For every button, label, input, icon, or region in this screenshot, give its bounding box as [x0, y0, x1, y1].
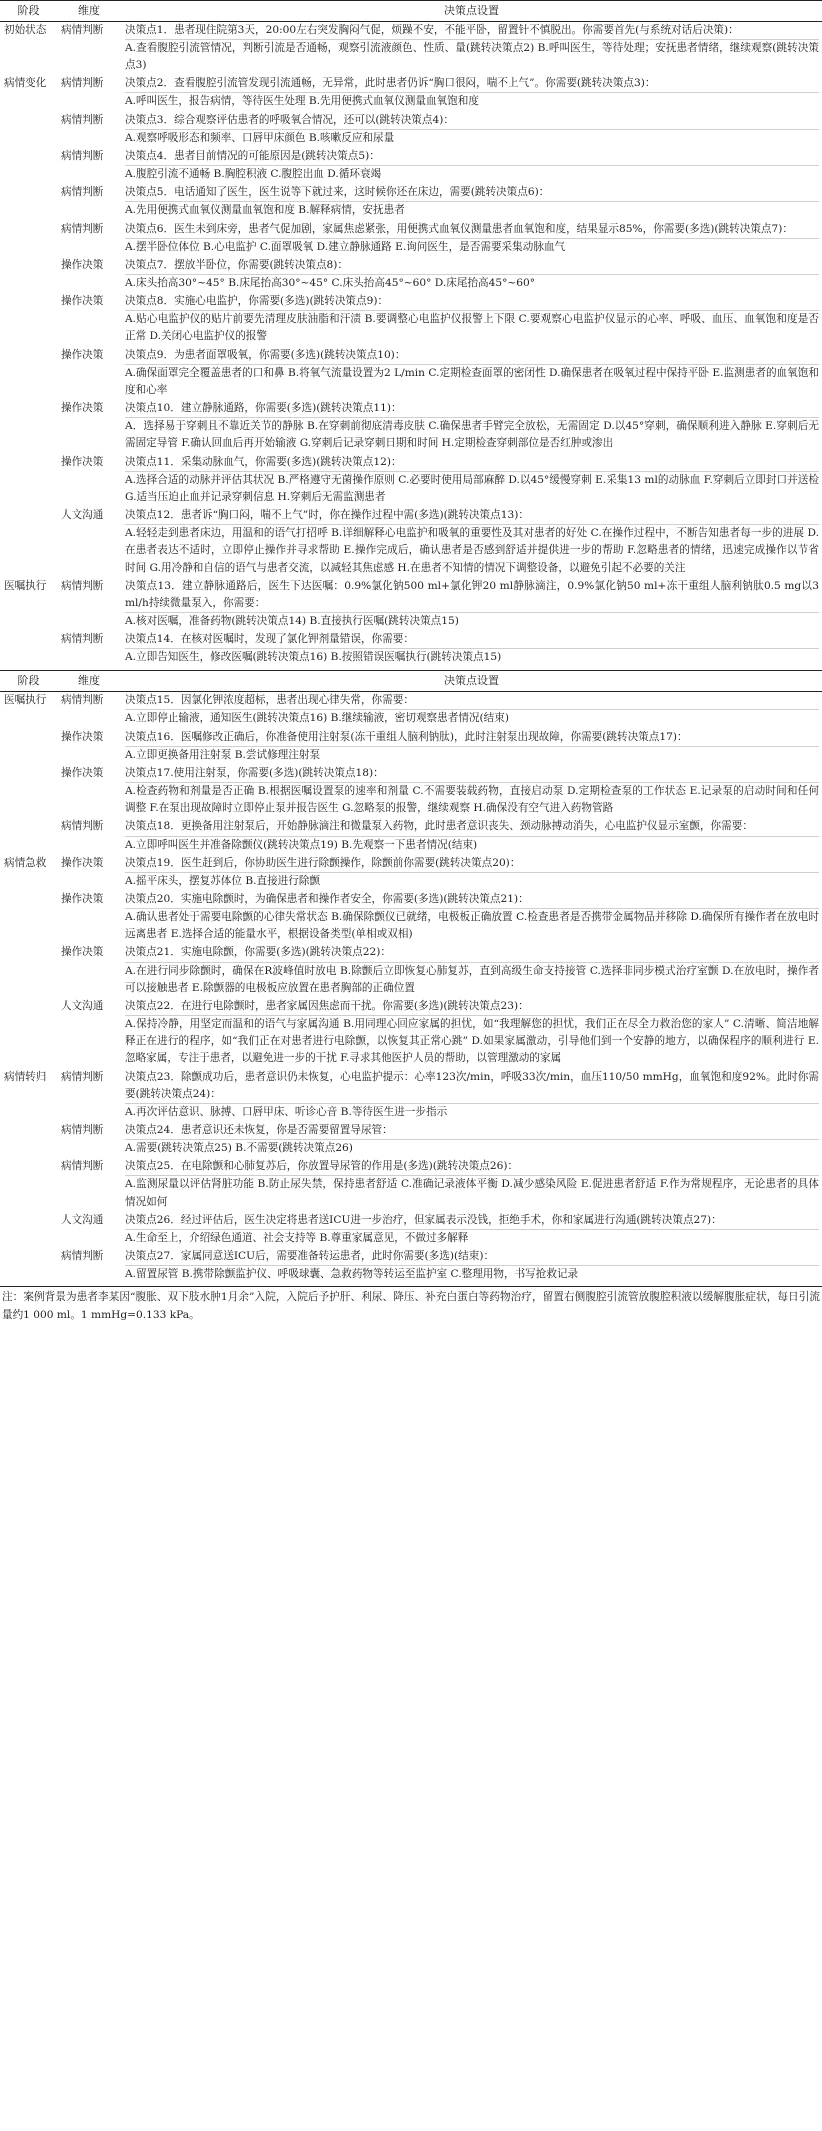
table-row	[0, 944, 822, 997]
decision-cell	[121, 257, 822, 293]
decision-options: A.立即告知医生，修改医嘱(跳转决策点16) B.按照错误医嘱执行(跳转决策点15)	[125, 648, 819, 666]
decision-question: 决策点5．电话通知了医生，医生说等下就过来，这时候你还在床边，需要(跳转决策点6)：	[125, 186, 550, 199]
table-row	[0, 891, 822, 944]
table-row	[0, 293, 822, 346]
decision-options: A.观察呼吸形态和频率、口唇甲床颜色 B.咳嗽反应和尿量	[125, 129, 819, 147]
dimension-cell: 操作决策	[61, 402, 104, 415]
decision-question: 决策点21．实施电除颤，你需要(多选)(跳转决策点22)：	[125, 946, 391, 959]
dimension-cell: 病情判断	[61, 1160, 104, 1173]
table-row	[0, 1248, 822, 1287]
stage-cell	[0, 765, 57, 818]
decision-options: A.腹腔引流不通畅 B.胸腔积液 C.腹腔出血 D.循环衰竭	[125, 165, 819, 183]
dimension-cell: 病情判断	[61, 1124, 104, 1136]
table-row	[0, 347, 822, 400]
table-row	[0, 221, 822, 257]
dimension-cell: 病情判断	[61, 820, 104, 833]
table-row	[0, 855, 822, 891]
dimension-cell: 人文沟通	[61, 1213, 104, 1226]
table-row	[0, 818, 822, 854]
table-row	[0, 1069, 822, 1122]
stage-cell	[0, 729, 57, 765]
dimension-cell: 操作决策	[61, 455, 104, 468]
stage-cell: 医嘱执行	[4, 579, 47, 592]
decision-table-part-1	[0, 0, 822, 667]
decision-options: A.确认患者处于需要电除颤的心律失常状态 B.确保除颤仪已就绪，电极板正确放置 C.检查患者是否携带金属物品并移除 D.确保所有操作者在放电时远离患者 E.选择合适的能量水平，根据设备类型(单相或双相)	[125, 908, 819, 943]
table-row	[0, 400, 822, 453]
decision-question: 决策点27．家属同意送ICU后，需要准备转运患者，此时你需要(多选)(结束)：	[125, 1250, 495, 1263]
decision-question: 决策点1．患者现住院第3天，20:00左右突发胸闷气促，烦躁不安，不能平卧，留置针不慎脱出。你需要首先(与系统对话后决策)：	[125, 23, 739, 36]
stage-cell	[0, 944, 57, 997]
decision-question: 决策点15．因氯化钾浓度超标，患者出现心律失常，你需要：	[125, 694, 414, 707]
stage-cell	[0, 293, 57, 346]
decision-cell	[121, 112, 822, 148]
stage-cell	[0, 507, 57, 578]
decision-question: 决策点25．在电除颤和心肺复苏后，你放置导尿管的作用是(多选)(跳转决策点26)：	[125, 1160, 519, 1173]
decision-cell	[121, 75, 822, 111]
header-dimension: 维度	[57, 1, 121, 22]
decision-question: 决策点18．更换备用注射泵后，开始静脉滴注和微量泵入药物，此时患者意识丧失、颈动脉搏动消失，心电监护仪显示室颤，你需要：	[125, 820, 753, 833]
decision-options: A.保持冷静，用坚定而温和的语气与家属沟通 B.用同理心回应家属的担忧，如“我理解您的担忧，我们正在尽全力救治您的家人” C.清晰、简洁地解释正在进行的程序，如“我们正在对患者进行电除颤，以恢复其正常心跳” D.如果家属激动，引导他们到一个安静的地方，以确保程序的顺利进行 E.忽略家属，专注于患者，以避免进一步的干扰 F.寻求其他医护人员的帮助，以管理激动的家属	[125, 1015, 819, 1067]
decision-cell	[121, 400, 822, 453]
decision-cell	[121, 818, 822, 854]
table-row	[0, 1212, 822, 1248]
stage-cell	[0, 891, 57, 944]
decision-cell	[121, 998, 822, 1069]
decision-question: 决策点23．除颤成功后，患者意识仍未恢复，心电监护提示：心率123次/min，呼吸33次/min，血压110/50 mmHg，血氧饱和度92%。此时你需要(跳转决策点24)：	[125, 1070, 819, 1100]
decision-cell	[121, 1122, 822, 1158]
table-row	[0, 631, 822, 667]
dimension-cell: 病情判断	[61, 23, 104, 36]
table-header-row	[0, 671, 822, 692]
stage-cell	[0, 257, 57, 293]
dimension-cell: 操作决策	[61, 856, 104, 869]
decision-cell	[121, 1069, 822, 1122]
stage-cell	[0, 1158, 57, 1211]
decision-cell	[121, 1158, 822, 1211]
table-row	[0, 692, 822, 729]
decision-options: A.先用便携式血氧仪测量血氧饱和度 B.解释病情，安抚患者	[125, 201, 819, 219]
table-row	[0, 148, 822, 184]
decision-options: A.摆半卧位体位 B.心电监护 C.面罩吸氧 D.建立静脉通路 E.询问医生，是否需要采集动脉血气	[125, 238, 819, 256]
header-setting: 决策点设置	[121, 1, 822, 22]
decision-question: 决策点20．实施电除颤时，为确保患者和操作者安全，你需要(多选)(跳转决策点21)：	[125, 892, 529, 905]
decision-options: A.床头抬高30°~45° B.床尾抬高30°~45° C.床头抬高45°~60° D.床尾抬高45°~60°	[125, 274, 819, 292]
decision-options: A.立即呼叫医生并准备除颤仪(跳转决策点19) B.先观察一下患者情况(结束)	[125, 836, 819, 854]
dimension-cell: 病情判断	[61, 579, 104, 592]
decision-options: A.贴心电监护仪的贴片前要先清理皮肤油脂和汗渍 B.要调整心电监护仪报警上下限 C.要观察心电监护仪显示的心率、呼吸、血压、血氧饱和度是否正常 D.关闭心电监护仪的报警	[125, 310, 819, 345]
decision-options: A.确保面罩完全覆盖患者的口和鼻 B.将氧气流量设置为2 L/min C.定期检查面罩的密闭性 D.确保患者在吸氧过程中保持平卧 E.监测患者的血氧饱和度和心率	[125, 364, 819, 399]
dimension-cell: 操作决策	[61, 295, 104, 308]
decision-question: 决策点3．综合观察评估患者的呼吸氧合情况，还可以(跳转决策点4)：	[125, 113, 454, 126]
stage-cell	[0, 818, 57, 854]
table-row	[0, 1158, 822, 1211]
stage-cell	[0, 1122, 57, 1158]
decision-question: 决策点14．在核对医嘱时，发现了氯化钾剂量错误，你需要：	[125, 633, 414, 646]
decision-options: A.需要(跳转决策点25) B.不需要(跳转决策点26)	[125, 1139, 819, 1157]
stage-cell	[0, 1248, 57, 1287]
decision-question: 决策点13．建立静脉通路后，医生下达医嘱：0.9%氯化钠500 ml+氯化钾20 ml静脉滴注，0.9%氯化钠50 ml+冻干重组人脑利钠肽0.5 mg以3 ml/h持续微量泵入，你需要：	[125, 579, 819, 609]
decision-cell	[121, 507, 822, 578]
decision-cell	[121, 21, 822, 75]
decision-question: 决策点16．医嘱修改正确后，你准备使用注射泵(冻干重组人脑利钠肽)，此时注射泵出现故障，你需要(跳转决策点17)：	[125, 730, 688, 743]
decision-options: A.检查药物和剂量是否正确 B.根据医嘱设置泵的速率和剂量 C.不需要装载药物，直接启动泵 D.定期检查泵的工作状态 E.记录泵的启动时间和任何调整 F.在泵出现故障时立即停止泵并报告医生 G.忽略泵的报警，继续观察 H.确保没有空气进入药物管路	[125, 782, 819, 817]
dimension-cell: 病情判断	[61, 149, 104, 162]
stage-cell	[0, 454, 57, 507]
table-row	[0, 454, 822, 507]
decision-question: 决策点17.使用注射泵，你需要(多选)(跳转决策点18)：	[125, 766, 384, 779]
decision-question: 决策点19．医生赶到后，你协助医生进行除颤操作，除颤前你需要(跳转决策点20)：	[125, 856, 521, 869]
table-row	[0, 112, 822, 148]
decision-question: 决策点6．医生未到床旁，患者气促加剧，家属焦虑紧张，用便携式血氧仪测量患者血氧饱和度，结果显示85%，你需要(多选)(跳转决策点7)：	[125, 222, 793, 235]
stage-cell	[0, 1212, 57, 1248]
table-body-part-1	[0, 21, 822, 667]
dimension-cell: 病情判断	[61, 633, 104, 646]
decision-options: A.呼叫医生，报告病情，等待医生处理 B.先用便携式血氧仪测量血氧饱和度	[125, 92, 819, 110]
decision-cell	[121, 454, 822, 507]
stage-cell: 病情急救	[4, 856, 47, 869]
table-row	[0, 998, 822, 1069]
stage-cell	[0, 112, 57, 148]
dimension-cell: 操作决策	[61, 730, 104, 743]
table-row	[0, 184, 822, 220]
decision-question: 决策点12．患者诉“胸口闷，喘不上气”时，你在操作过程中需(多选)(跳转决策点13)：	[125, 509, 529, 522]
stage-cell	[0, 184, 57, 220]
stage-cell: 病情转归	[4, 1070, 47, 1083]
dimension-cell: 病情判断	[61, 694, 104, 707]
table-row	[0, 729, 822, 765]
table-row	[0, 21, 822, 75]
decision-question: 决策点7．摆放半卧位，你需要(跳转决策点8)：	[125, 258, 349, 271]
decision-cell	[121, 1212, 822, 1248]
decision-cell	[121, 891, 822, 944]
decision-question: 决策点9．为患者面罩吸氧，你需要(多选)(跳转决策点10)：	[125, 348, 406, 361]
stage-cell	[0, 400, 57, 453]
decision-cell	[121, 578, 822, 631]
dimension-cell: 操作决策	[61, 258, 104, 271]
decision-options: A．选择易于穿刺且不靠近关节的静脉 B.在穿刺前彻底清毒皮肤 C.确保患者手臂完全放松，无需固定 D.以45°穿刺，确保顺利进入静脉 E.穿刺后无需固定导管 F.确认回血后再开始输液 G.穿刺后记录穿刺日期和时间 H.定期检查穿刺部位是否红肿或渗出	[125, 417, 819, 452]
decision-options: A.监测尿量以评估肾脏功能 B.防止尿失禁，保持患者舒适 C.准确记录液体平衡 D.减少感染风险 E.促进患者舒适 F.作为常规程序，无论患者的具体情况如何	[125, 1175, 819, 1210]
header-setting: 决策点设置	[121, 671, 822, 692]
decision-options: A.再次评估意识、脉搏、口唇甲床、听诊心音 B.等待医生进一步指示	[125, 1103, 819, 1121]
decision-cell	[121, 221, 822, 257]
stage-cell: 初始状态	[4, 23, 47, 36]
dimension-cell: 人文沟通	[61, 999, 104, 1012]
decision-options: A.立即更换备用注射泵 B.尝试修理注射泵	[125, 746, 819, 764]
decision-cell	[121, 184, 822, 220]
table-row	[0, 75, 822, 111]
table-row	[0, 765, 822, 818]
dimension-cell: 操作决策	[61, 946, 104, 959]
dimension-cell: 病情判断	[61, 186, 104, 199]
decision-options: A.立即停止输液，通知医生(跳转决策点16) B.继续输液，密切观察患者情况(结束)	[125, 709, 819, 727]
decision-question: 决策点4．患者目前情况的可能原因是(跳转决策点5)：	[125, 149, 380, 162]
header-stage: 阶段	[0, 1, 57, 22]
decision-options: A.轻轻走到患者床边，用温和的语气打招呼 B.详细解释心电监护和吸氧的重要性及其对患者的好处 C.在操作过程中，不断告知患者每一步的进展 D.在患者表达不适时，立即停止操作并寻求帮助 E.操作完成后，确认患者是否感到舒适并提供进一步的帮助 F.忽略患者的情绪，迅速完成操作以节省时间 G.用冷静和自信的语气与患者交流，以减轻其焦虑感 H.在患者不知情的情况下调整设备，以避免引起不必要的关注	[125, 524, 819, 576]
decision-options: A.选择合适的动脉并评估其状况 B.严格遵守无菌操作原则 C.必要时使用局部麻醉 D.以45°缓慢穿刺 E.采集13 ml的动脉血 F.穿刺后立即封口并送检 G.适当压迫止血并记录穿刺信息 H.穿刺后无需监测患者	[125, 471, 819, 506]
decision-cell	[121, 765, 822, 818]
decision-cell	[121, 692, 822, 729]
decision-options: A.核对医嘱，准备药物(跳转决策点14) B.直接执行医嘱(跳转决策点15)	[125, 612, 819, 630]
stage-cell	[0, 347, 57, 400]
stage-cell: 医嘱执行	[4, 694, 47, 707]
decision-question: 决策点10．建立静脉通路，你需要(多选)(跳转决策点11)：	[125, 402, 402, 415]
decision-question: 决策点8．实施心电监护，你需要(多选)(跳转决策点9)：	[125, 295, 389, 308]
decision-cell	[121, 347, 822, 400]
dimension-cell: 操作决策	[61, 766, 104, 779]
dimension-cell: 病情判断	[57, 1248, 121, 1287]
decision-question: 决策点24．患者意识还未恢复，你是否需要留置导尿管：	[125, 1124, 393, 1136]
decision-cell	[121, 293, 822, 346]
decision-options: A.生命至上，介绍绿色通道、社会支持等 B.尊重家属意见，不做过多解释	[125, 1229, 819, 1247]
decision-cell	[121, 729, 822, 765]
decision-question: 决策点11．采集动脉血气，你需要(多选)(跳转决策点12)：	[125, 455, 402, 468]
table-row	[0, 257, 822, 293]
dimension-cell: 病情判断	[61, 113, 104, 126]
dimension-cell: 操作决策	[61, 348, 104, 361]
dimension-cell: 操作决策	[61, 892, 104, 905]
stage-cell	[0, 148, 57, 184]
table-footnote: 注：案例背景为患者李某因“腹胀、双下肢水肿1月余”入院，入院后予护肝、利尿、降压、补充白蛋白等药物治疗，留置右侧腹腔引流管放腹腔积液以缓解腹胀症状，每日引流量约1 000 ml。1 mmHg=0.133 kPa。	[2, 1291, 820, 1321]
decision-question: 决策点2．查看腹腔引流管发现引流通畅，无异常，此时患者仍诉“胸口很闷，喘不上气”。你需要(跳转决策点3)：	[125, 77, 656, 90]
table-row	[0, 1122, 822, 1158]
table-body-part-2	[0, 692, 822, 1287]
header-dimension: 维度	[57, 671, 121, 692]
stage-cell: 病情变化	[4, 77, 47, 90]
stage-cell	[0, 221, 57, 257]
decision-options: A.在进行同步除颤时，确保在R波峰值时放电 B.除颤后立即恢复心肺复苏，直到高级生命支持接管 C.选择非同步模式治疗室颤 D.在放电时，操作者可以接触患者 E.除颤器的电极板应放置在患者胸部的正确位置	[125, 962, 819, 997]
table-row	[0, 507, 822, 578]
decision-question: 决策点22．在进行电除颤时，患者家属因焦虑而干扰。你需要(多选)(跳转决策点23)：	[125, 999, 529, 1012]
decision-question: 决策点26．经过评估后，医生决定将患者送ICU进一步治疗，但家属表示没钱，拒绝手术，你和家属进行沟通(跳转决策点27)：	[125, 1213, 722, 1226]
decision-cell	[121, 855, 822, 891]
stage-cell	[0, 631, 57, 667]
decision-table-part-2	[0, 670, 822, 1287]
dimension-cell: 病情判断	[61, 77, 104, 90]
decision-cell	[121, 1248, 822, 1287]
decision-cell	[121, 631, 822, 667]
dimension-cell: 病情判断	[61, 222, 104, 235]
decision-options: A.查看腹腔引流管情况，判断引流是否通畅，观察引流液颜色、性质、量(跳转决策点2) B.呼叫医生，等待处理；安抚患者情绪，继续观察(跳转决策点3)	[125, 39, 819, 74]
dimension-cell: 人文沟通	[61, 509, 104, 522]
decision-cell	[121, 944, 822, 997]
table-header-row	[0, 1, 822, 22]
dimension-cell: 病情判断	[61, 1070, 104, 1083]
stage-cell	[0, 998, 57, 1069]
decision-options: A.摇平床头，摆复苏体位 B.直接进行除颤	[125, 872, 819, 890]
header-stage: 阶段	[0, 671, 57, 692]
decision-options: A.留置尿管 B.携带除颤监护仪、呼吸球囊、急救药物等转运至监护室 C.整理用物，书写抢救记录	[125, 1265, 819, 1283]
decision-cell	[121, 148, 822, 184]
table-row	[0, 578, 822, 631]
